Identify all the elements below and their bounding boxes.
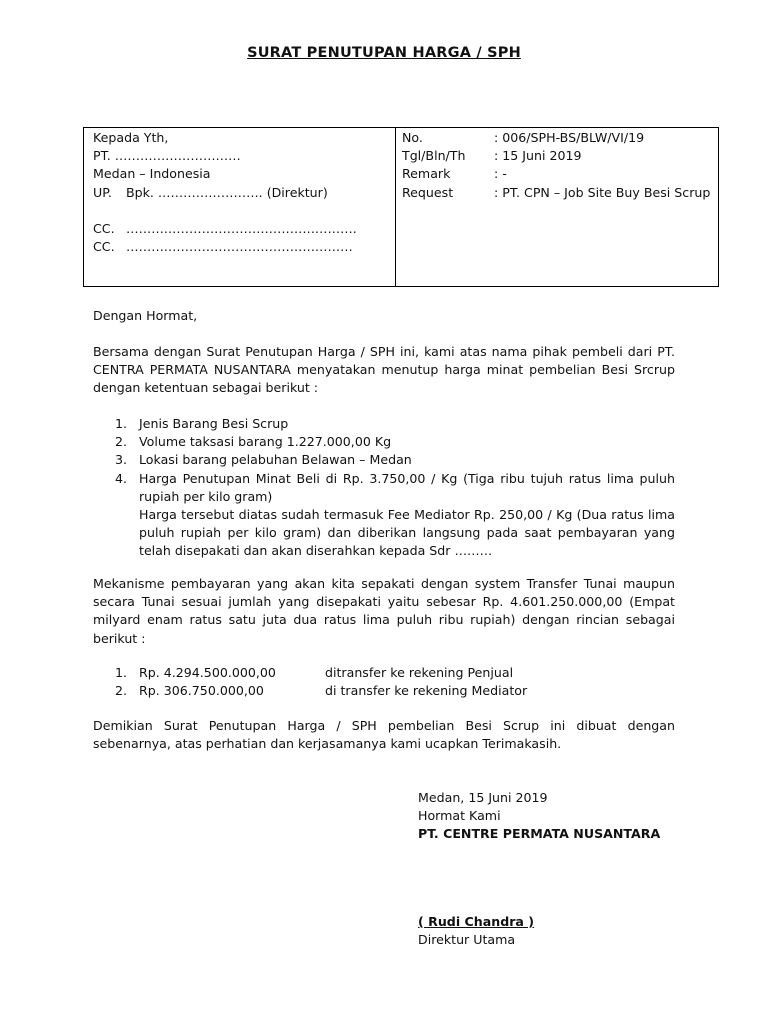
signatory-block [418,913,534,949]
list-item [93,451,675,469]
meta-value: : PT. CPN – Job Site Buy Besi Scrup [494,184,711,200]
list-item [93,470,675,561]
meta-key: Request [402,184,454,200]
up-label: UP. [93,184,112,200]
list-text: Volume taksasi barang 1.227.000,00 Kg [139,434,392,450]
cc-label: CC. [93,239,115,255]
recipient-attention [93,184,395,202]
signatory-name: ( Rudi Chandra ) [418,914,535,929]
recipient-greeting: Kepada Yth, [93,130,169,145]
list-number: 2. [115,434,128,450]
list-text: Harga Penutupan Minat Beli di Rp. 3.750,00 / Kg (Tiga ribu tujuh ratus lima puluh rupiah per kilo gram) [139,470,675,504]
recipient-city: Medan – Indonesia [93,166,211,182]
letter-meta-block [396,128,718,286]
meta-row-date [402,147,718,165]
payment-description: di transfer ke rekening Mediator [325,683,528,699]
meta-row-remark [402,165,718,183]
list-item [93,415,675,433]
cc-value: ……………………………………………… [126,239,353,255]
meta-row-number [402,129,718,147]
meta-key: Tgl/Bln/Th [402,148,466,164]
meta-key: Remark [402,166,451,182]
header-box [83,127,719,287]
signature-block [418,789,660,844]
meta-key: No. [402,130,423,145]
list-number: 1. [115,416,128,431]
payment-list [93,664,675,700]
document-title: SURAT PENUTUPAN HARGA / SPH [247,45,521,61]
list-text: Lokasi barang pelabuhan Belawan – Medan [139,452,412,468]
list-item [93,664,675,682]
payment-mechanism-paragraph: Mekanisme pembayaran yang akan kita sepakati dengan system Transfer Tunai maupun secara Tunai sesuai jumlah yang disepakati yaitu sebesar Rp. 4.601.250.000,00 (Empat milyard enam ratus satu juta dua ratus lima puluh ribu rupiah) dengan rincian sebagai berikut : [93,576,675,646]
terms-list [93,415,675,561]
cc-value: ………………………………………………. [126,220,357,236]
list-number: 3. [115,452,128,468]
signatory-position: Direktur Utama [418,932,516,948]
payment-amount: Rp. 306.750.000,00 [139,683,264,699]
recipient-block [84,128,396,286]
signature-regards: Hormat Kami [418,808,501,824]
price-note: Harga tersebut diatas sudah termasuk Fee Mediator Rp. 250,00 / Kg (Dua ratus lima puluh rupiah per kilo gram) dan diberikan langsung pada saat pembayaran yang telah disepakati dan akan diserahkan kepada Sdr ……… [139,507,675,559]
cc-line [93,220,395,238]
salutation: Dengan Hormat, [93,308,198,323]
meta-value: : - [494,166,507,182]
list-item [93,433,675,451]
meta-row-request [402,184,718,202]
list-item [93,682,675,700]
meta-value: : 15 Juni 2019 [494,148,582,164]
list-number: 1. [115,665,128,680]
list-number: 4. [115,470,128,486]
signature-company: PT. CENTRE PERMATA NUSANTARA [418,826,661,842]
list-text: Jenis Barang Besi Scrup [139,416,289,431]
recipient-company: PT. ………………………… [93,148,241,164]
meta-value: : 006/SPH-BS/BLW/VI/19 [494,130,645,145]
signature-place-date: Medan, 15 Juni 2019 [418,790,548,805]
up-value: Bpk. ……………………. (Direktur) [126,184,328,200]
list-number: 2. [115,683,128,699]
payment-amount: Rp. 4.294.500.000,00 [139,665,276,680]
intro-paragraph: Bersama dengan Surat Penutupan Harga / SPH ini, kami atas nama pihak pembeli dari PT. CENTRA PERMATA NUSANTARA menyatakan menutup harga minat pembelian Besi Srcrup dengan ketentuan sebagai berikut : [93,344,675,396]
closing-paragraph: Demikian Surat Penutupan Harga / SPH pembelian Besi Scrup ini dibuat dengan sebenarnya, atas perhatian dan kerjasamanya kami ucapkan Terimakasih. [93,718,675,752]
cc-label: CC. [93,220,115,236]
payment-description: ditransfer ke rekening Penjual [325,665,514,680]
cc-line [93,238,395,256]
